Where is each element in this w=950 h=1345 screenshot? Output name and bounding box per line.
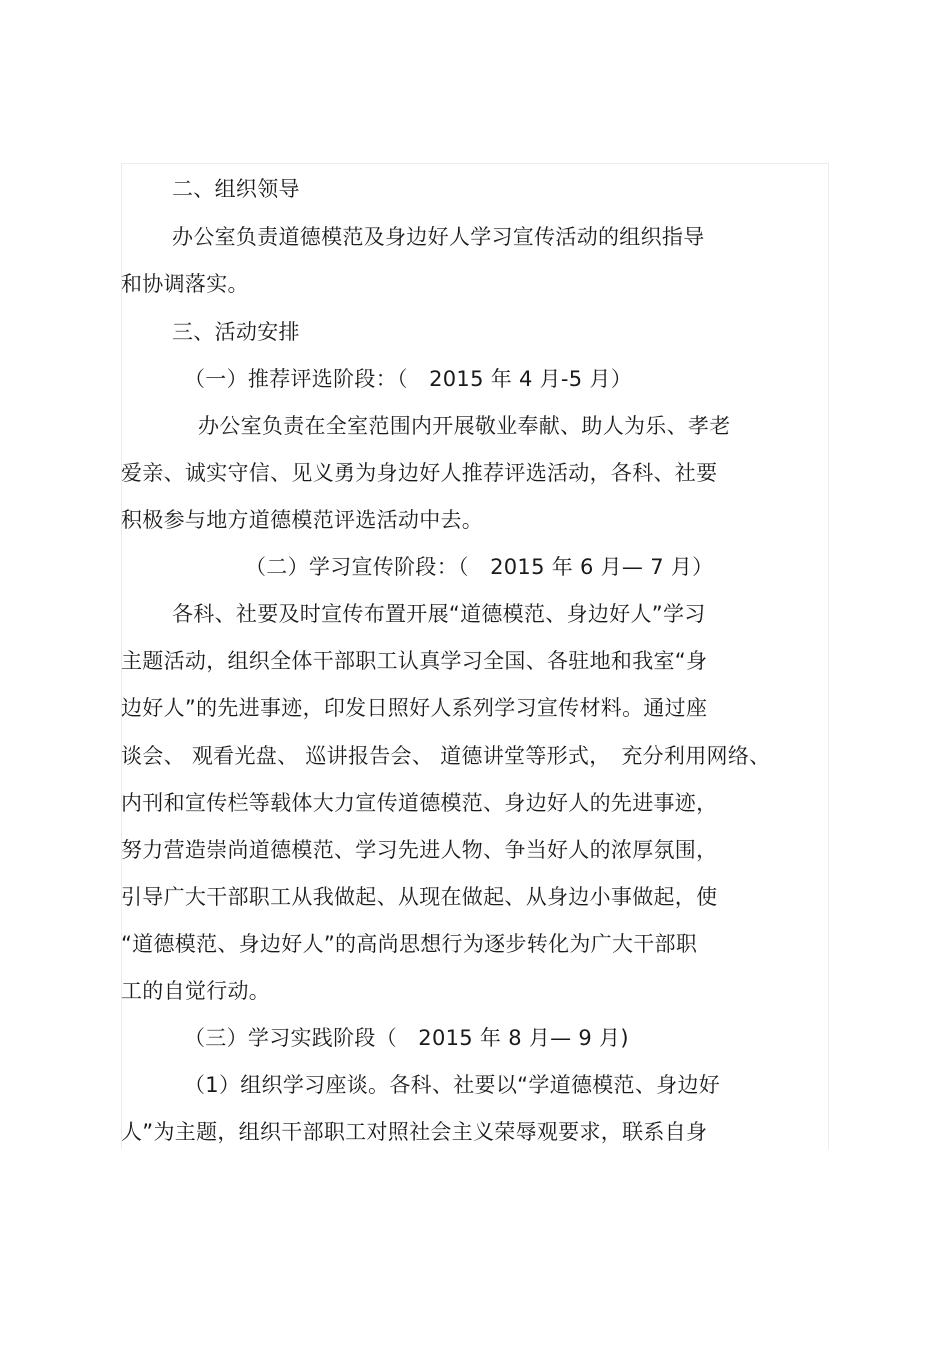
paragraph-line: 积极参与地方道德模范评选活动中去。 [121,508,484,532]
paragraph-line: 内刊和宣传栏等载体大力宣传道德模范、身边好人的先进事迹， [121,791,718,815]
section-heading-organization: 二、组织领导 [172,177,300,201]
paragraph-line: （1）组织学习座谈。各科、社要以“学道德模范、身边好 [184,1073,721,1097]
subheading-stage-1: （一）推荐评选阶段：（ 2015 年 4 月-5 月） [184,367,633,391]
paragraph-line: 办公室负责道德模范及身边好人学习宣传活动的组织指导 [172,225,705,249]
paragraph-line: 工的自觉行动。 [121,979,271,1003]
paragraph-line: 边好人”的先进事迹，印发日照好人系列学习宣传材料。通过座 [121,696,708,720]
subheading-stage-2: （二）学习宣传阶段：（ 2015 年 6 月— 7 月） [245,555,714,579]
paragraph-line: “道德模范、身边好人”的高尚思想行为逐步转化为广大干部职 [121,932,698,956]
paragraph-line: 主题活动，组织全体干部职工认真学习全国、各驻地和我室“身 [121,649,708,673]
paragraph-line: 谈会、 观看光盘、 巡讲报告会、 道德讲堂等形式， 充分利用网络、 [121,744,771,768]
paragraph-line: 爱亲、诚实守信、见义勇为身边好人推荐评选活动，各科、社要 [121,461,718,485]
paragraph-line: 引导广大干部职工从我做起、从现在做起、从身边小事做起，使 [121,885,718,909]
paragraph-line: 各科、社要及时宣传布置开展“道德模范、身边好人”学习 [172,602,706,626]
paragraph-line: 办公室负责在全室范围内开展敬业奉献、助人为乐、孝老 [198,414,731,438]
section-heading-activities: 三、活动安排 [172,320,300,344]
paragraph-line: 和协调落实。 [121,272,249,296]
paragraph-line: 人”为主题，组织干部职工对照社会主义荣辱观要求，联系自身 [121,1120,708,1144]
paragraph-line: 努力营造崇尚道德模范、学习先进人物、争当好人的浓厚氛围， [121,838,718,862]
subheading-stage-3: （三）学习实践阶段（ 2015 年 8 月— 9 月) [184,1026,629,1050]
